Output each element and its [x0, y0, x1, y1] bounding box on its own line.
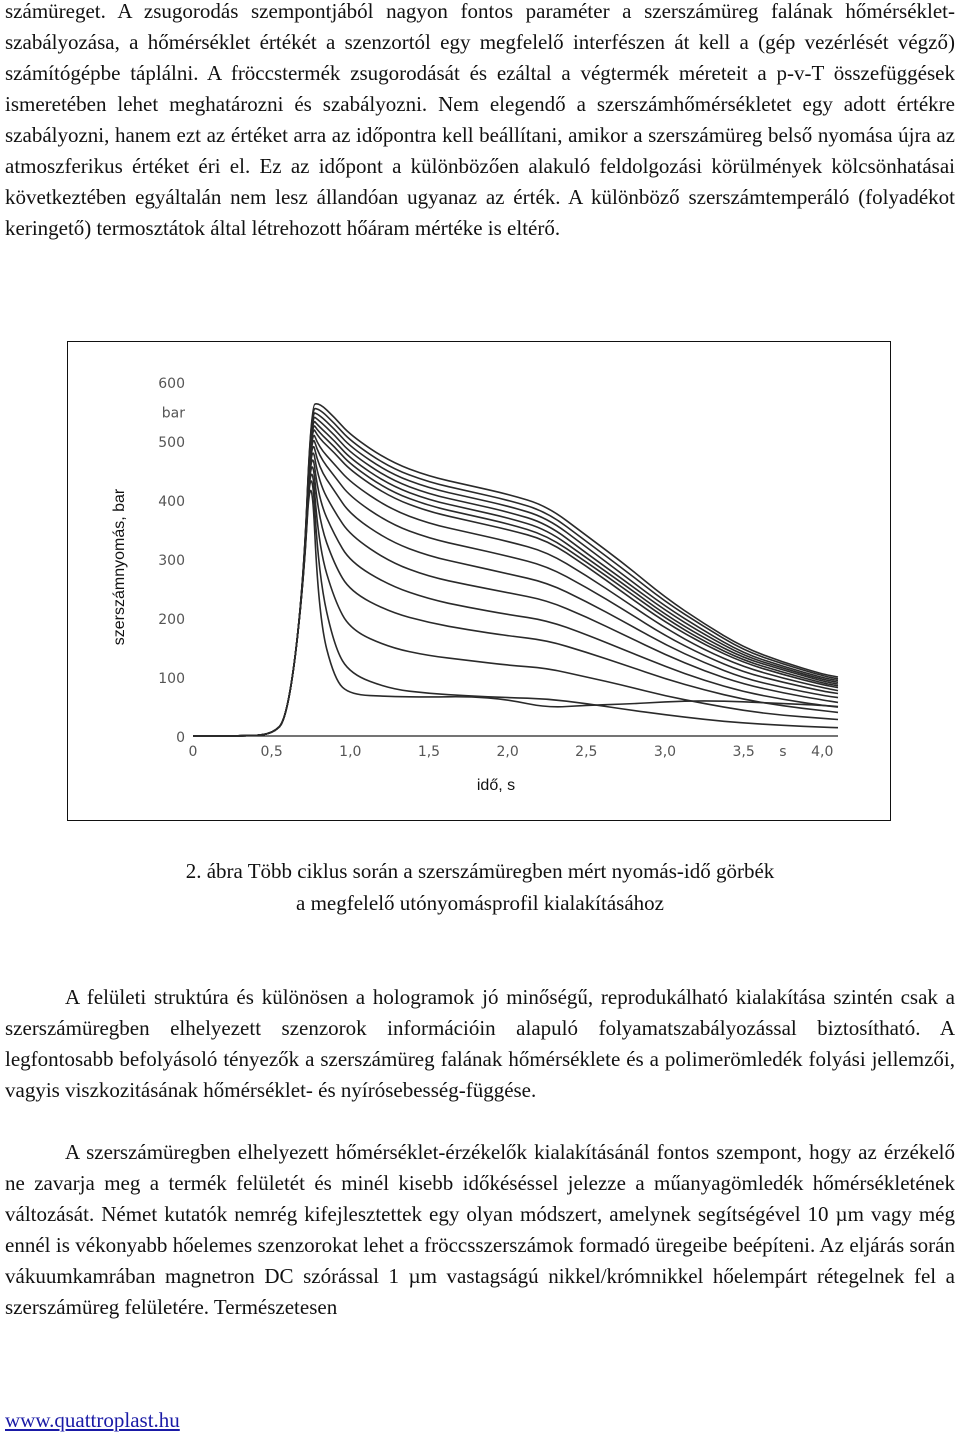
chart-canvas	[68, 342, 892, 822]
y-axis-label: szerszámnyomás, bar	[111, 488, 128, 646]
pressure-curve-2	[193, 409, 838, 736]
paragraph-top: számüreget. A zsugorodás szempontjából nagyon fontos paraméter a szerszámüreg falának hőmérséklet-szabályozása, a hőmérséklet értékét a szenzortól egy megfelelő interfészen át kell a (gép vezérlését végző) számítógépbe táplálni. A fröccstermék zsugorodását és ezáltal a végtermék méreteit a p-v-T összefüggések ismeretében lehet meghatározni és szabályozni. Nem elegendő a szerszámhőmérsékletet egy adott értékre szabályozni, hanem ezt az értéket arra az időpontra kell beállítani, amikor a szerszámüreg belső nyomása újra az atmoszferikus értéket éri el. Ez az időpont a különbözően alakuló feldolgozási körülmények kölcsönhatásai következtében egyáltalán nem lesz állandóan ugyanaz az érték. A különböző szerszámtemperáló (folyadékot keringető) termosztátok által létrehozott hőáram mértéke is eltérő.	[5, 0, 955, 240]
y-tick-label: 300	[158, 553, 185, 569]
pressure-curve-3	[193, 413, 838, 736]
x-tick-label: 3,5	[732, 744, 755, 760]
x-tick-label: 0,5	[260, 744, 283, 760]
x-unit-label: s	[779, 744, 787, 760]
figure-caption-line-2: a megfelelő utónyomásprofil kialakításához	[296, 891, 664, 915]
y-tick-label: 400	[158, 494, 185, 510]
figure-caption-line-1: 2. ábra Több ciklus során a szerszámüregben mért nyomás-idő görbék	[185, 859, 775, 883]
y-tick-label: 100	[158, 671, 185, 687]
y-tick-label: 600	[158, 376, 185, 392]
x-tick-label: 4,0	[811, 744, 834, 760]
y-tick-label: 200	[158, 612, 185, 628]
x-tick-label: 0	[188, 744, 198, 760]
y-tick-label: 500	[158, 435, 185, 451]
x-tick-label: 1,0	[339, 744, 362, 760]
pressure-curve-1	[193, 404, 838, 736]
paragraph-middle: A felületi struktúra és különösen a hologramok jó minőségű, reprodukálható kialakítása szintén csak a szerszámüregben elhelyezett szenzorok információin alapuló folyamatszabályozással biztosítható. A legfontosabb befolyásoló tényezők a szerszámüreg falának hőmérséklete és a polimerömledék folyási jellemzői, vagyis viszkozitásának hőmérséklet- és nyírósebesség-függése.	[5, 985, 955, 1102]
paragraph-bottom: A szerszámüregben elhelyezett hőmérséklet-érzékelők kialakításánál fontos szempont, hogy az érzékelő ne zavarja meg a termék felületét és minél kisebb időkéséssel jelezze a műanyagömledék hőmérsékletének változását. Német kutatók nemrég kifejlesztettek egy olyan módszert, amelynek segítségével 10 µm vagy még ennél is vékonyabb hőelemes szenzorokat lehet a fröccsszerszámok formadó üregeibe beépíteni. Az eljárás során vákuumkamrában magnetron DC szórással 1 µm vastagságú nikkel/krómnikkel hőelempárt rétegelnek fel a szerszámüreg felületére. Természetesen	[5, 1140, 955, 1319]
footer-website-link[interactable]: www.quattroplast.hu	[5, 1408, 180, 1432]
pressure-time-chart	[67, 341, 891, 821]
x-tick-label: 2,0	[496, 744, 519, 760]
x-axis-label: idő, s	[476, 777, 516, 794]
x-tick-label: 2,5	[575, 744, 598, 760]
x-tick-label: 3,0	[653, 744, 677, 760]
x-tick-label: 1,5	[417, 744, 441, 760]
y-tick-label: 0	[176, 730, 185, 746]
y-unit-label: bar	[161, 405, 185, 422]
